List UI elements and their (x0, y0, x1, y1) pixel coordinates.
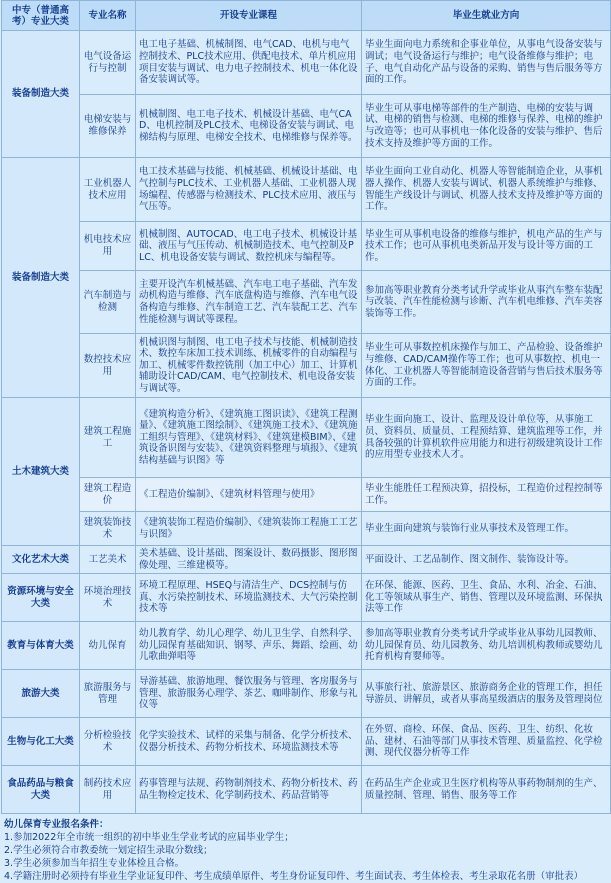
category-cell: 土木建筑大类 (2, 398, 80, 546)
direction-cell: 在外贸、商检、环保、食品、医药、卫生、纺织、化妆品、建材、石油等部门从事技术管理、质量监控、化学检测、现代仪器分析等工作 (362, 718, 611, 766)
category-cell: 教育与体育大类 (2, 622, 80, 670)
table-row (2, 398, 611, 478)
major-cell: 建筑装饰技术 (80, 512, 136, 546)
category-cell: 装备制造大类 (2, 158, 80, 398)
notes-item: 3.学生必须参加当年招生专业体检且合格。 (4, 858, 185, 869)
courses-cell: 电工技术基础与技能、机械基础、机械设计基础、电气控制与PLC技术、工业机器人基础、工业机器人现场编程、传感器与检测技术、PLC技术应用、液压与气压等。 (136, 158, 362, 222)
major-cell: 电气设备运行与控制 (80, 31, 136, 95)
table-header-row (2, 1, 611, 31)
category-cell: 资源环境与安全大类 (2, 574, 80, 622)
courses-cell: 机械识图与制图、电工电子技术与技能、机械制造技术、数控车床加工技术训练、机械零件的自动编程与加工、机械零件数控铣削（加工中心）加工、计算机辅助设计CAD/CAM、电气控制技术、机电设备安装与调试等。 (136, 334, 362, 398)
direction-cell: 毕业生可从事机电设备的维修与维护，机电产品的生产与技术工作；也可从事机电类新品开发与设计等方面的工作。 (362, 222, 611, 271)
major-cell: 制药技术应用 (80, 766, 136, 814)
major-cell: 数控技术应用 (80, 334, 136, 398)
courses-cell: 机械制图、电工电子技术、机械设计基础、电气CAD、电机控制及PLC技术、电梯设备安装与调试、电梯结构与原理、电梯安全技术、电梯维修与保养等。 (136, 95, 362, 158)
table-row (2, 622, 611, 670)
category-cell: 生物与化工大类 (2, 718, 80, 766)
category-cell: 文化艺术大类 (2, 546, 80, 574)
notes-item: 1.参加2022年全市统一组织的初中毕业生学业考试的应届毕业学生； (4, 832, 294, 843)
direction-cell: 参加高等职业教育分类考试升学或毕业从事幼儿园教师、幼儿园保育员、幼儿园教务、幼儿培训机构教师或婴幼儿托育机构育婴师等。 (362, 622, 611, 670)
major-cell: 旅游服务与管理 (80, 670, 136, 718)
courses-cell: 《建筑装饰工程造价编制》、《建筑装饰工程施工工艺与识图》 (136, 512, 362, 546)
courses-cell: 电工电子基础、机械制图、电气CAD、电机与电气控制技术、PLC技术应用、供配电技术、单片机应用项目安装与调试、电力电子控制技术、机电一体化设备安装调试等。 (136, 31, 362, 95)
table-row (2, 718, 611, 766)
category-cell: 装备制造大类 (2, 31, 80, 158)
header-major: 专业名称 (80, 1, 136, 31)
direction-cell: 毕业生可从事数控机床操作与加工、产品检验、设备维护与维修、CAD/CAM操作等工作；也可从事数控、机电一体化、工业机器人等智能制造设备营销与售后技术服务等方面的工作。 (362, 334, 611, 398)
courses-cell: 主要开设汽车机械基础、汽车电工电子基础、汽车发动机构造与维修、汽车底盘构造与维修、汽车电气设备构造与维修、汽车制造工艺、汽车装配工艺、汽车性能检测与调试等课程。 (136, 271, 362, 334)
major-cell: 电梯安装与维修保养 (80, 95, 136, 158)
direction-cell: 平面设计、工艺品制作、图文制作、装饰设计等。 (362, 546, 611, 574)
header-courses: 开设专业课程 (136, 1, 362, 31)
table-row (2, 95, 611, 158)
direction-cell: 在环保、能源、医药、卫生、食品、水利、冶金、石油、化工等领域从事生产、销售、管理以及环境监测、环保执法等工作 (362, 574, 611, 622)
direction-cell: 毕业生面向建筑与装饰行业从事技术及管理工作。 (362, 512, 611, 546)
courses-cell: 药事管理与法规、药物制剂技术、药物分析技术、药品生物检定技术、化学制药技术、药品营销等 (136, 766, 362, 814)
notes-item: 2.学生必须符合市教委统一划定招生录取分数线； (4, 845, 213, 856)
major-cell: 工业机器人技术应用 (80, 158, 136, 222)
courses-cell: 导游基础、旅游地理、餐饮服务与管理、客房服务与管理、旅游服务心理学、茶艺、咖啡制作、形象与礼仪等 (136, 670, 362, 718)
notes-title: 幼儿保育专业报名条件： (4, 819, 109, 830)
major-cell: 环境治理技术 (80, 574, 136, 622)
table-row (2, 670, 611, 718)
courses-cell: 幼儿教育学、幼儿心理学、幼儿卫生学、自然科学、幼儿园保育基础知识、钢琴、声乐、舞蹈、绘画、幼儿歌曲弹唱等 (136, 622, 362, 670)
table-row (2, 546, 611, 574)
courses-cell: 美术基础、设计基础、图案设计、数码摄影、图形图像处理、三维建模等。 (136, 546, 362, 574)
direction-cell: 毕业生面向电力系统和企事业单位，从事电气设备安装与调试；电气设备运行与维护；电气设备维修与维护；电子、电气自动化产品与设备的采购、销售与售后服务等方面的工作。 (362, 31, 611, 95)
table-row (2, 512, 611, 546)
direction-cell: 毕业生面向施工、设计、监理及设计单位等，从事施工员、资料员、质量员、工程预结算、建筑监理等工作，并具备较强的计算机软件应用能力和进行初级建筑设计工作的应用型专业技术人才。 (362, 398, 611, 478)
direction-cell: 从事旅行社、旅游景区、旅游商务企业的管理工作，担任导游员、讲解员，或者从事高星级酒店的服务及管理岗位 (362, 670, 611, 718)
category-cell: 食品药品与粮食大类 (2, 766, 80, 814)
table-body (2, 31, 611, 814)
direction-cell: 毕业生可从事电梯等部件的生产制造、电梯的安装与调试、电梯的销售与检测、电梯的维修与保养、电梯的维护与改造等；也可从事机电一体化设备的安装与维护、售后技术支持及维护等方面的工作。 (362, 95, 611, 158)
table-row (2, 31, 611, 95)
enrollment-notes (4, 818, 611, 883)
major-cell: 建筑工程施工 (80, 398, 136, 478)
courses-cell: 环境工程原理、HSEQ与清洁生产、DCS控制与仿真、水污染控制技术、环境监测技术、大气污染控制技术等 (136, 574, 362, 622)
header-category: 中专（普通高考）专业大类 (2, 1, 80, 31)
majors-table (1, 0, 611, 814)
header-direction: 毕业生就业方向 (362, 1, 611, 31)
direction-cell: 参加高等职业教育分类考试升学或毕业从事汽车整车装配与改装、汽车性能检测与诊断、汽车机电维修、汽车美容装饰等工作。 (362, 271, 611, 334)
direction-cell: 毕业生能胜任工程预决算，招投标，工程造价过程控制等工作。 (362, 478, 611, 512)
courses-cell: 化学实验技术、试样的采集与制备、化学分析技术、仪器分析技术、药物分析技术、环境监测技术等 (136, 718, 362, 766)
courses-cell: 机械制图、AUTOCAD、电工电子技术、机械设计基础、液压与气压传动、机械制造技术、电气控制及PLC、机电设备安装与调试、数控机床与编程等。 (136, 222, 362, 271)
table-row (2, 222, 611, 271)
table-row (2, 574, 611, 622)
table-row (2, 334, 611, 398)
notes-item: 4.学籍注册时必须持有毕业生学业证复印件、考生成绩单原件、考生身份证复印件、考生面试表、考生体检表、考生录取花名册（审批表） (4, 871, 584, 882)
major-cell: 汽车制造与检测 (80, 271, 136, 334)
major-cell: 幼儿保育 (80, 622, 136, 670)
table-row (2, 271, 611, 334)
table-row (2, 158, 611, 222)
major-cell: 机电技术应用 (80, 222, 136, 271)
courses-cell: 《建筑构造分析》、《建筑施工图识读》、《建筑工程测量》、《建筑施工图绘制》、《建筑施工技术》、《建筑施工组织与管理》、《建筑材料》、《建筑建模BIM》、《建筑设备识图与安装》、《建筑资料整理与填报》、《建筑结构基础与识图》等 (136, 398, 362, 478)
major-cell: 建筑工程造价 (80, 478, 136, 512)
direction-cell: 毕业生面向工业自动化、机器人等智能制造企业，从事机器人操作、机器人安装与调试、机器人系统维护与维修、智能生产线设计与调试、机器人技术支持及维护等方面的工作。 (362, 158, 611, 222)
table-row (2, 766, 611, 814)
courses-cell: 《工程造价编制》、《建筑材料管理与使用》 (136, 478, 362, 512)
category-cell: 旅游大类 (2, 670, 80, 718)
table-row (2, 478, 611, 512)
major-cell: 工艺美术 (80, 546, 136, 574)
direction-cell: 在药品生产企业或卫生医疗机构等从事药物制剂的生产、质量控制、管理、销售、服务等工作 (362, 766, 611, 814)
major-cell: 分析检验技术 (80, 718, 136, 766)
